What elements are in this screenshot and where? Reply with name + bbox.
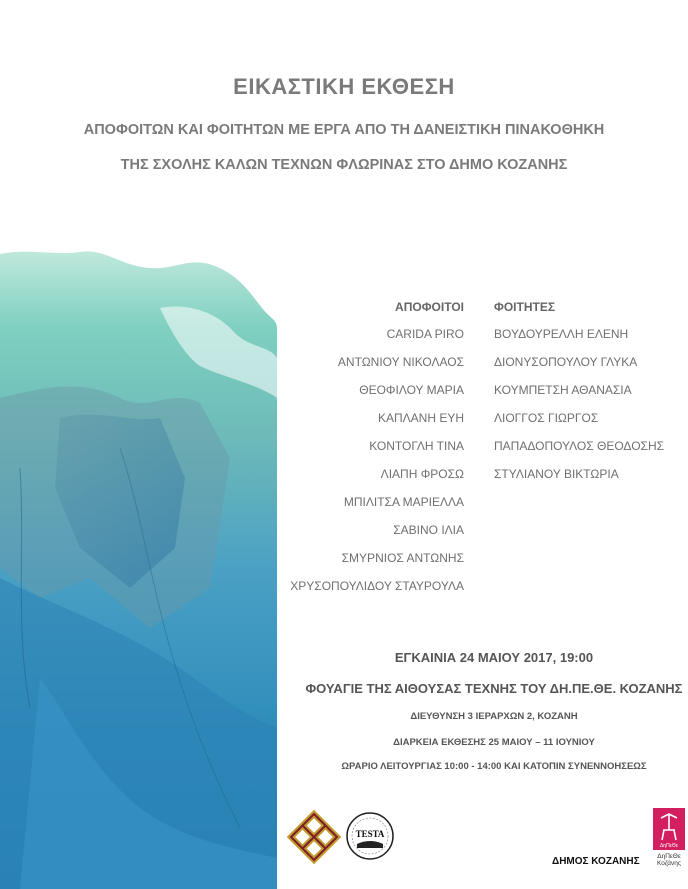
theatre-circle-logo-icon [345,810,395,862]
students-column [494,300,664,495]
student-name: ΣΤΥΛΙΑΝΟΥ ΒΙΚΤΩΡΙΑ [494,467,619,481]
logo-circle-text: TESTA [355,829,385,839]
dipethe-logo-icon [653,808,685,850]
venue: ΦΟΥΑΓΙΕ ΤΗΣ ΑΙΘΟΥΣΑΣ ΤΕΧΝΗΣ ΤΟΥ ΔΗ.ΠΕ.ΘΕ. ΚΟΖΑΝΗΣ [305,681,683,696]
opening-hours: ΩΡΑΡΙΟ ΛΕΙΤΟΥΡΓΙΑΣ 10:00 - 14:00 ΚΑΙ ΚΑΤΟΠΙΝ ΣΥΝΕΝΝΟΗΣΕΩΣ [341,761,647,772]
graduates-column [290,300,464,607]
student-name: ΒΟΥΔΟΥΡΕΛΛΗ ΕΛΕΝΗ [494,327,629,341]
exhibition-duration: ΔΙΑΡΚΕΙΑ ΕΚΘΕΣΗΣ 25 ΜΑΙΟΥ – 11 ΙΟΥΝΙΟΥ [393,737,595,748]
graduate-name: ΚΟΝΤΟΓΛΗ ΤΙΝΑ [369,439,464,453]
graduate-name: CARIDA PIRO [386,327,464,341]
graduate-name: ΣΑΒΙΝΟ ΙΛΙΑ [393,523,464,537]
graduate-name: ΜΠΙΛΙΤΣΑ ΜΑΡΙΕΛΛΑ [343,495,464,509]
municipality-label: ΔΗΜΟΣ ΚΟΖΑΝΗΣ [552,856,640,867]
student-name: ΚΟΥΜΠΕΤΣΗ ΑΘΑΝΑΣΙΑ [494,383,632,397]
knot-logo-icon [287,810,341,864]
dipethe-logo-text: ΔηΠεΘε [659,843,679,849]
exhibition-title: ΕΙΚΑΣΤΙΚΗ ΕΚΘΕΣΗ [233,74,455,99]
students-heading: ΦΟΙΤΗΤΕΣ [494,300,556,314]
student-name: ΠΑΠΑΔΟΠΟΥΛΟΣ ΘΕΟΔΟΣΗΣ [494,439,665,453]
dipethe-label: ΔηΠεΘε Κοζάνης [656,853,682,867]
graduate-name: ΚΑΠΛΑΝΗ ΕΥΗ [377,411,464,425]
graduate-name: ΧΡΥΣΟΠΟΥΛΙΔΟΥ ΣΤΑΥΡΟΥΛΑ [290,579,464,593]
address: ΔΙΕΥΘΥΝΣΗ 3 ΙΕΡΑΡΧΩΝ 2, ΚΟΖΑΝΗ [410,711,578,722]
watercolor-painting [0,248,277,889]
opening-date: ΕΓΚΑΙΝΙΑ 24 ΜΑΙΟΥ 2017, 19:00 [394,650,594,665]
graduate-name: ΑΝΤΩΝΙΟΥ ΝΙΚΟΛΑΟΣ [337,355,464,369]
student-name: ΛΙΟΓΓΟΣ ΓΙΩΡΓΟΣ [494,411,599,425]
subtitle-line-2: ΤΗΣ ΣΧΟΛΗΣ ΚΑΛΩΝ ΤΕΧΝΩΝ ΦΛΩΡΙΝΑΣ ΣΤΟ ΔΗΜΟ ΚΟΖΑΝΗΣ [120,157,568,173]
subtitle-line-1: ΑΠΟΦΟΙΤΩΝ ΚΑΙ ΦΟΙΤΗΤΩΝ ΜΕ ΕΡΓΑ ΑΠΟ ΤΗ ΔΑΝΕΙΣΤΙΚΗ ΠΙΝΑΚΟΘΗΚΗ [83,122,605,138]
graduate-name: ΣΜΥΡΝΙΟΣ ΑΝΤΩΝΗΣ [341,551,464,565]
graduates-heading: ΑΠΟΦΟΙΤΟΙ [395,300,464,314]
student-name: ΔΙΟΝΥΣΟΠΟΥΛΟΥ ΓΛΥΚΑ [494,355,638,369]
graduate-name: ΘΕΟΦΙΛΟΥ ΜΑΡΙΑ [359,383,464,397]
graduate-name: ΛΙΑΠΗ ΦΡΟΣΩ [380,467,464,481]
